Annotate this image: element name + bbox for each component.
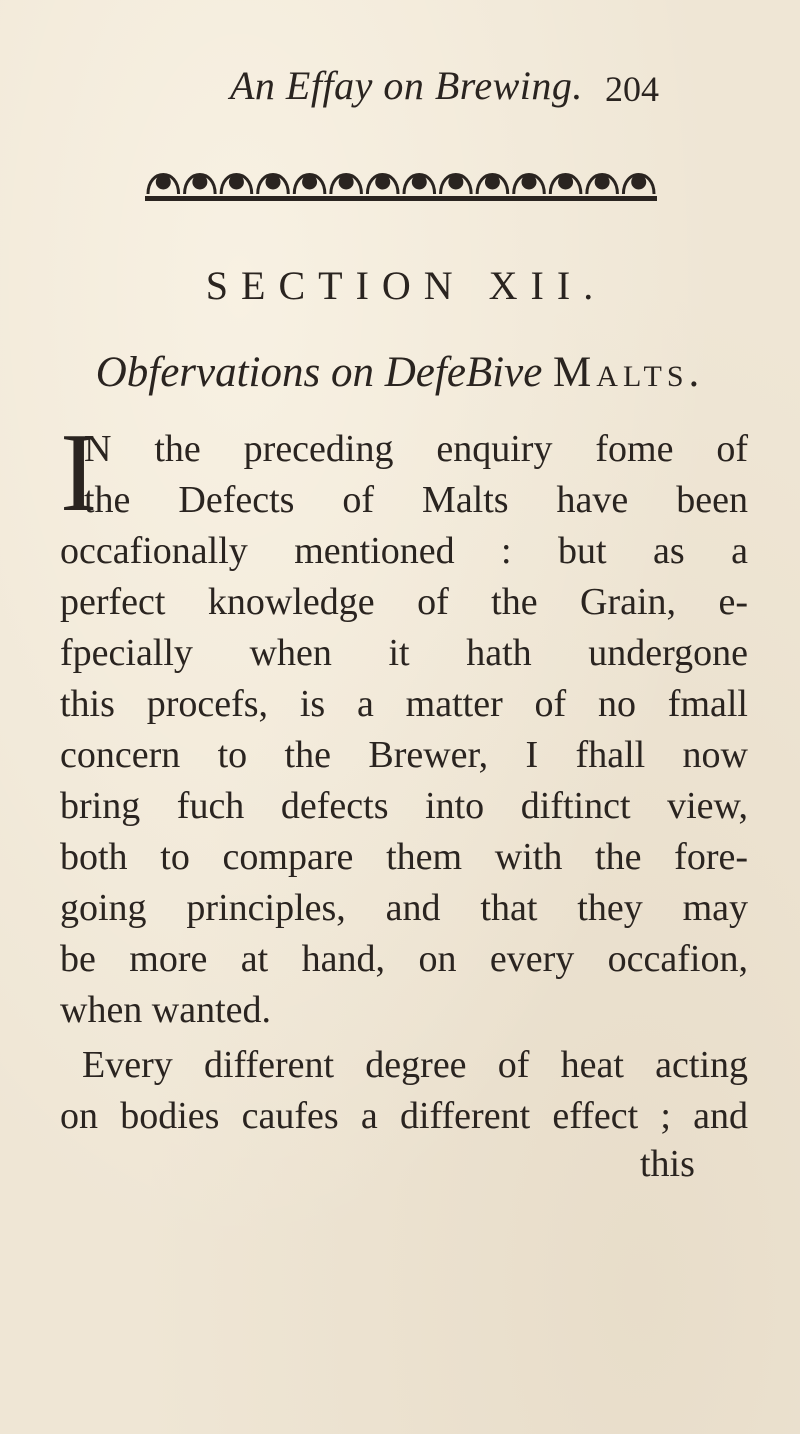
ornament-headpiece-icon xyxy=(145,158,657,204)
ornament-dot xyxy=(596,176,608,188)
ornament-dot xyxy=(304,176,316,188)
text-line: bring fuch defects into diftinct view, xyxy=(60,785,748,827)
text-line: going principles, and that they may xyxy=(60,887,748,929)
text-line: occafionally mentioned : but as a xyxy=(60,530,748,572)
text-line: the Defects of Malts have been xyxy=(84,479,748,521)
section-subtitle xyxy=(0,348,800,397)
text-line: on bodies caufes a different effect ; and xyxy=(60,1095,748,1137)
text-line: fpecially when it hath undergone xyxy=(60,632,748,674)
page-number: 204 xyxy=(605,69,659,109)
text-line: this procefs, is a matter of no fmall xyxy=(60,683,748,725)
section-subtitle-caps: Malts. xyxy=(553,349,705,396)
ornament-dot xyxy=(413,176,425,188)
ornament-dot xyxy=(157,176,169,188)
ornament-dot xyxy=(486,176,498,188)
paragraph-1 xyxy=(60,411,748,1036)
section-heading: SECTION XII. xyxy=(205,263,607,308)
ornament-dot xyxy=(230,176,242,188)
ornament-dot xyxy=(523,176,535,188)
ornament-dot xyxy=(340,176,352,188)
ornament-dot xyxy=(560,176,572,188)
ornament-dot xyxy=(633,176,645,188)
text-line: N the preceding enquiry fome of xyxy=(84,428,748,470)
ornament-dot xyxy=(194,176,206,188)
running-title: An Effay on Brewing. xyxy=(230,63,583,108)
drop-cap: I xyxy=(60,411,98,535)
text-line: when wanted. xyxy=(60,989,272,1031)
catchword: this xyxy=(640,1143,695,1185)
ornament-dot xyxy=(450,176,462,188)
running-head xyxy=(0,62,800,122)
text-line: Every different degree of heat acting xyxy=(82,1044,748,1086)
text-line: both to compare them with the fore- xyxy=(60,836,748,878)
paragraph-2 xyxy=(60,1040,748,1142)
ornament-dot xyxy=(377,176,389,188)
section-subtitle-italic: Obfervations on DefeBive xyxy=(95,349,543,396)
text-line: perfect knowledge of the Grain, e- xyxy=(60,581,748,623)
ornament-dot xyxy=(267,176,279,188)
text-line: concern to the Brewer, I fhall now xyxy=(60,734,748,776)
text-line: be more at hand, on every occafion, xyxy=(60,938,748,980)
